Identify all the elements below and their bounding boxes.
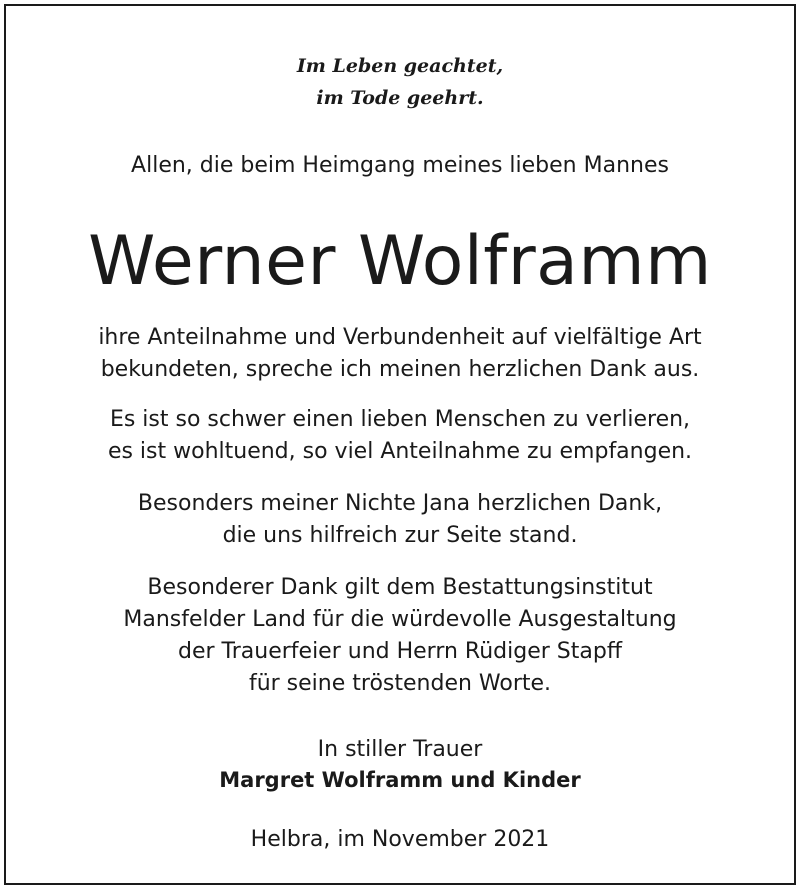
text-line: die uns hilfreich zur Seite stand. xyxy=(222,523,578,548)
funeral-thanks-paragraph xyxy=(6,572,794,700)
signers: Margret Wolframm und Kinder xyxy=(219,768,581,792)
motto xyxy=(6,50,794,114)
deceased-name: Werner Wolframm xyxy=(88,222,712,301)
text-line: Mansfelder Land für die würdevolle Ausgestaltung xyxy=(123,607,677,632)
motto-line: im Tode geehrt. xyxy=(316,87,484,109)
text-line: Besonders meiner Nichte Jana herzlichen Dank, xyxy=(137,491,663,516)
text-line: für seine tröstenden Worte. xyxy=(248,671,552,696)
text-line: bekundeten, spreche ich meinen herzlichen Dank aus. xyxy=(100,357,700,382)
mourning-line: In stiller Trauer xyxy=(317,737,483,762)
text-line: Es ist so schwer einen lieben Menschen zu verlieren, xyxy=(109,407,691,432)
comfort-paragraph xyxy=(6,404,794,468)
text-line: es ist wohltuend, so viel Anteilnahme zu empfangen. xyxy=(107,439,693,464)
intro-text: Allen, die beim Heimgang meines lieben Mannes xyxy=(131,153,669,178)
thanks-paragraph xyxy=(6,322,794,386)
obituary-notice xyxy=(4,4,796,885)
text-line: der Trauerfeier und Herrn Rüdiger Stapff xyxy=(178,639,622,664)
special-thanks-paragraph xyxy=(6,488,794,552)
motto-line: Im Leben geachtet, xyxy=(296,55,504,77)
text-line: Besonderer Dank gilt dem Bestattungsinstitut xyxy=(147,575,653,600)
place-date: Helbra, im November 2021 xyxy=(250,827,550,852)
text-line: ihre Anteilnahme und Verbundenheit auf vielfältige Art xyxy=(98,325,702,350)
